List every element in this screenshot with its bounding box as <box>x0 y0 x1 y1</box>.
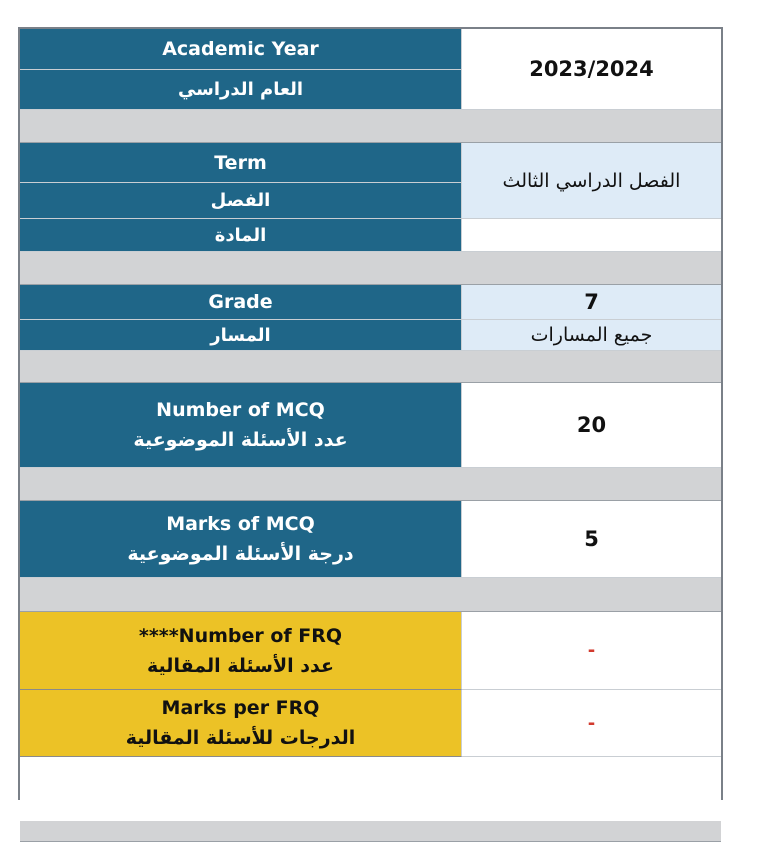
subject-value <box>462 219 721 252</box>
frq-count-value: - <box>462 612 721 690</box>
mcq-marks-label-en: Marks of MCQ <box>166 513 315 535</box>
term-value: الفصل الدراسي الثالث <box>462 143 721 219</box>
mcq-count-value: 20 <box>462 383 721 468</box>
grade-label-en: Grade <box>20 285 462 320</box>
frq-count-label-en: ****Number of FRQ <box>138 624 343 647</box>
row-separator <box>20 578 721 612</box>
subject-label-ar: المادة <box>20 219 462 252</box>
term-label-en: Term <box>20 143 462 183</box>
mcq-count-label-en: Number of MCQ <box>156 399 325 421</box>
mcq-marks-value: 5 <box>462 501 721 578</box>
row-spacer <box>20 757 721 821</box>
row-separator <box>20 252 721 285</box>
mcq-marks-label <box>20 501 462 578</box>
mcq-count-label <box>20 383 462 468</box>
row-separator <box>20 110 721 143</box>
term-label-ar: الفصل <box>20 183 462 219</box>
academic-year-value: 2023/2024 <box>462 29 721 110</box>
row-separator <box>20 468 721 501</box>
mcq-count-label-ar: عدد الأسئلة الموضوعية <box>133 429 348 451</box>
frq-count-label-ar: عدد الأسئلة المقالية <box>147 654 334 677</box>
row-separator <box>20 821 721 842</box>
mcq-marks-label-ar: درجة الأسئلة الموضوعية <box>127 543 354 565</box>
academic-year-label-ar: العام الدراسي <box>20 70 462 110</box>
frq-marks-label <box>20 690 462 757</box>
track-label-ar: المسار <box>20 320 462 351</box>
frq-marks-label-ar: الدرجات للأسئلة المقالية <box>125 727 356 749</box>
frq-marks-label-en: Marks per FRQ <box>161 697 320 719</box>
exam-spec-table <box>18 27 723 800</box>
frq-marks-value: - <box>462 690 721 757</box>
academic-year-label-en: Academic Year <box>20 29 462 70</box>
row-separator <box>20 351 721 383</box>
grade-value: 7 <box>462 285 721 320</box>
track-value: جميع المسارات <box>462 320 721 351</box>
frq-count-label <box>20 612 462 690</box>
